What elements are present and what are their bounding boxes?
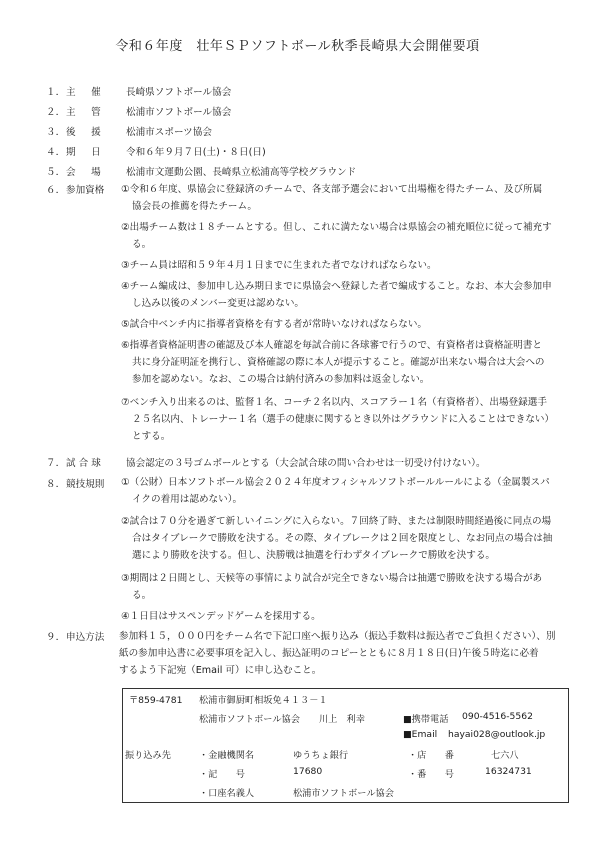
rule-line: イクの着用は認めない）。 <box>132 494 243 505</box>
bank-label: ・金融機関名 <box>199 750 255 761</box>
item-number: １． <box>46 87 66 98</box>
eligibility-rule <box>121 316 576 337</box>
document-title: 令和６年度 壮年ＳＰソフトボール秋季長崎県大会開催要項 <box>115 39 480 54</box>
application-line: 参加料１５，０００円をチーム名で下記口座へ振り込み（振込手数料は振込者でご負担ください）、別 <box>119 631 556 642</box>
holder-label: ・口座名義人 <box>199 788 255 799</box>
rule-line: ③期間は２日間とし、天候等の事情により試合が完全できない場合は抽選で勝敗を決する場合があ <box>121 573 543 584</box>
application-line: 紙の参加申込書に必要事項を記入し、振込証明のコピーとともに８月１８日(日)午後５時迄に必着 <box>119 648 539 659</box>
bank-name: ゆうちょ銀行 <box>293 750 349 761</box>
account-symbol: 17680 <box>293 766 323 777</box>
rule-line: ⑥指導者資格証明書の確認及び本人確認を毎試合前に各球審で行うので、有資格者は資格証明書と <box>121 340 542 351</box>
eligibility-rule <box>121 337 576 394</box>
rule-line: ①令和６年度、県協会に登録済のチームで、各支部予選会において出場権を得たチーム、及び所属 <box>121 184 543 195</box>
rule-line: ②試合は７０分を過ぎて新しいイニングに入らない。７回終了時、または制限時間経過後に同点の場 <box>121 516 552 527</box>
application-line: するよう下記宛（Email 可）に申し込むこと。 <box>119 665 322 676</box>
item-content: 松浦市文運動公園、長崎県立松浦高等学校グラウンド <box>126 167 357 178</box>
item-number: ３． <box>46 127 66 138</box>
account-number: 16324731 <box>485 766 532 777</box>
rule-line: 共に身分証明証を携行し、資格確認の際に本人が提示すること。確認が出来ない場合は大会への <box>132 357 545 368</box>
rule-line: とする。 <box>132 431 171 442</box>
rules-list <box>121 474 576 628</box>
item-number: ５． <box>46 167 66 178</box>
game-rule <box>121 608 576 628</box>
item-number: ６． <box>46 185 66 196</box>
rule-line: 合はタイブレークで勝敗を決する。その際、タイブレークは２回を限度とし、なお同点の場合は抽 <box>132 533 553 544</box>
branch-label: ・店 番 <box>408 750 454 761</box>
item-content: 令和６年９月７日(土)・８日(日) <box>126 147 266 158</box>
email-label: ■Email <box>403 729 438 740</box>
organization-name: 松浦市ソフトボール協会 <box>199 714 300 725</box>
address: 松浦市御厨町相坂免４１３－１ <box>199 695 328 706</box>
item-label: 後 援 <box>66 127 104 138</box>
rule-line: る。 <box>132 590 152 601</box>
rule-line: ⑤試合中ベンチ内に指導者資格を有する者が常時いなければならない。 <box>121 319 428 330</box>
symbol-label: ・記 号 <box>199 769 245 780</box>
item-label: 競技規則 <box>66 479 105 490</box>
rule-line: ２５名以内、トレーナー１名（選手の健康に関するとき以外はグラウンドに入ることはできない） <box>132 414 555 425</box>
item-number: ９． <box>46 632 66 643</box>
branch-number: 七六八 <box>491 750 519 761</box>
rule-line: 参加を認めない。なお、この場合は納付済みの参加料は返金しない。 <box>132 374 430 385</box>
eligibility-rule <box>121 278 576 316</box>
item-label: 申込方法 <box>66 632 105 643</box>
eligibility-list <box>121 181 576 449</box>
eligibility-rule <box>121 219 576 257</box>
rule-line: ④１日目はサスペンデッドゲームを採用する。 <box>121 611 321 622</box>
eligibility-rule <box>121 181 576 219</box>
postal-code: 〒859-4781 <box>129 695 183 706</box>
item-number: ８． <box>46 479 66 490</box>
game-rule <box>121 570 576 608</box>
rule-line: ②出場チーム数は１８チームとする。但し、これに満たない場合は県協会の補充順位に従って補充す <box>121 222 552 233</box>
rule-line: ①（公財）日本ソフトボール協会２０２４年度オフィシャルソフトボールルールによる（金属製スパ <box>121 477 550 488</box>
rule-line: ④チーム編成は、参加申し込み期日までに県協会へ登録した者で編成すること。なお、本大会参加申 <box>121 281 552 292</box>
email-address: hayai028@outlook.jp <box>448 729 546 740</box>
application-text <box>119 628 574 679</box>
rule-line: 協会長の推薦を得たチーム。 <box>132 201 258 212</box>
item-number: ２． <box>46 107 66 118</box>
transfer-label: 振り込み先 <box>125 750 171 761</box>
item-label: 主 催 <box>66 87 104 98</box>
rule-line: ⑦ベンチ入り出来るのは、監督１名、コーチ２名以内、スコアラー１名（有資格者）、出場登録選手 <box>121 397 547 408</box>
item-number: ７． <box>46 458 66 469</box>
item-content: 松浦市ソフトボール協会 <box>126 107 232 118</box>
phone-label: ■携帯電話 <box>403 714 449 725</box>
contact-box <box>122 688 569 803</box>
eligibility-rule <box>121 394 576 449</box>
item-content: 松浦市スポーツ協会 <box>126 127 212 138</box>
account-holder: 松浦市ソフトボール協会 <box>293 788 394 799</box>
rule-line: し込み以後のメンバー変更は認めない。 <box>132 298 305 309</box>
rule-line: 選により勝敗を決する。但し、決勝戦は抽選を行わずタイブレークで勝敗を決する。 <box>132 550 496 561</box>
item-content: 協会認定の３号ゴムボールとする（大会試合球の問い合わせは一切受け付けない）。 <box>126 458 486 469</box>
item-label: 会 場 <box>66 167 104 178</box>
eligibility-rule <box>121 257 576 278</box>
game-rule <box>121 474 576 513</box>
game-rule <box>121 513 576 570</box>
item-label: 期 日 <box>66 147 104 158</box>
item-content: 長崎県ソフトボール協会 <box>126 87 232 98</box>
item-label: 主 管 <box>66 107 104 118</box>
contact-person: 川上 利幸 <box>319 714 365 725</box>
item-number: ４． <box>46 147 66 158</box>
number-label: ・番 号 <box>408 769 454 780</box>
phone-number: 090-4516-5562 <box>462 711 533 722</box>
rule-line: る。 <box>132 239 152 250</box>
item-label: 参加資格 <box>66 185 105 196</box>
item-label: 試 合 球 <box>66 458 101 469</box>
rule-line: ③チーム員は昭和５９年４月１日までに生まれた者でなければならない。 <box>121 260 437 271</box>
